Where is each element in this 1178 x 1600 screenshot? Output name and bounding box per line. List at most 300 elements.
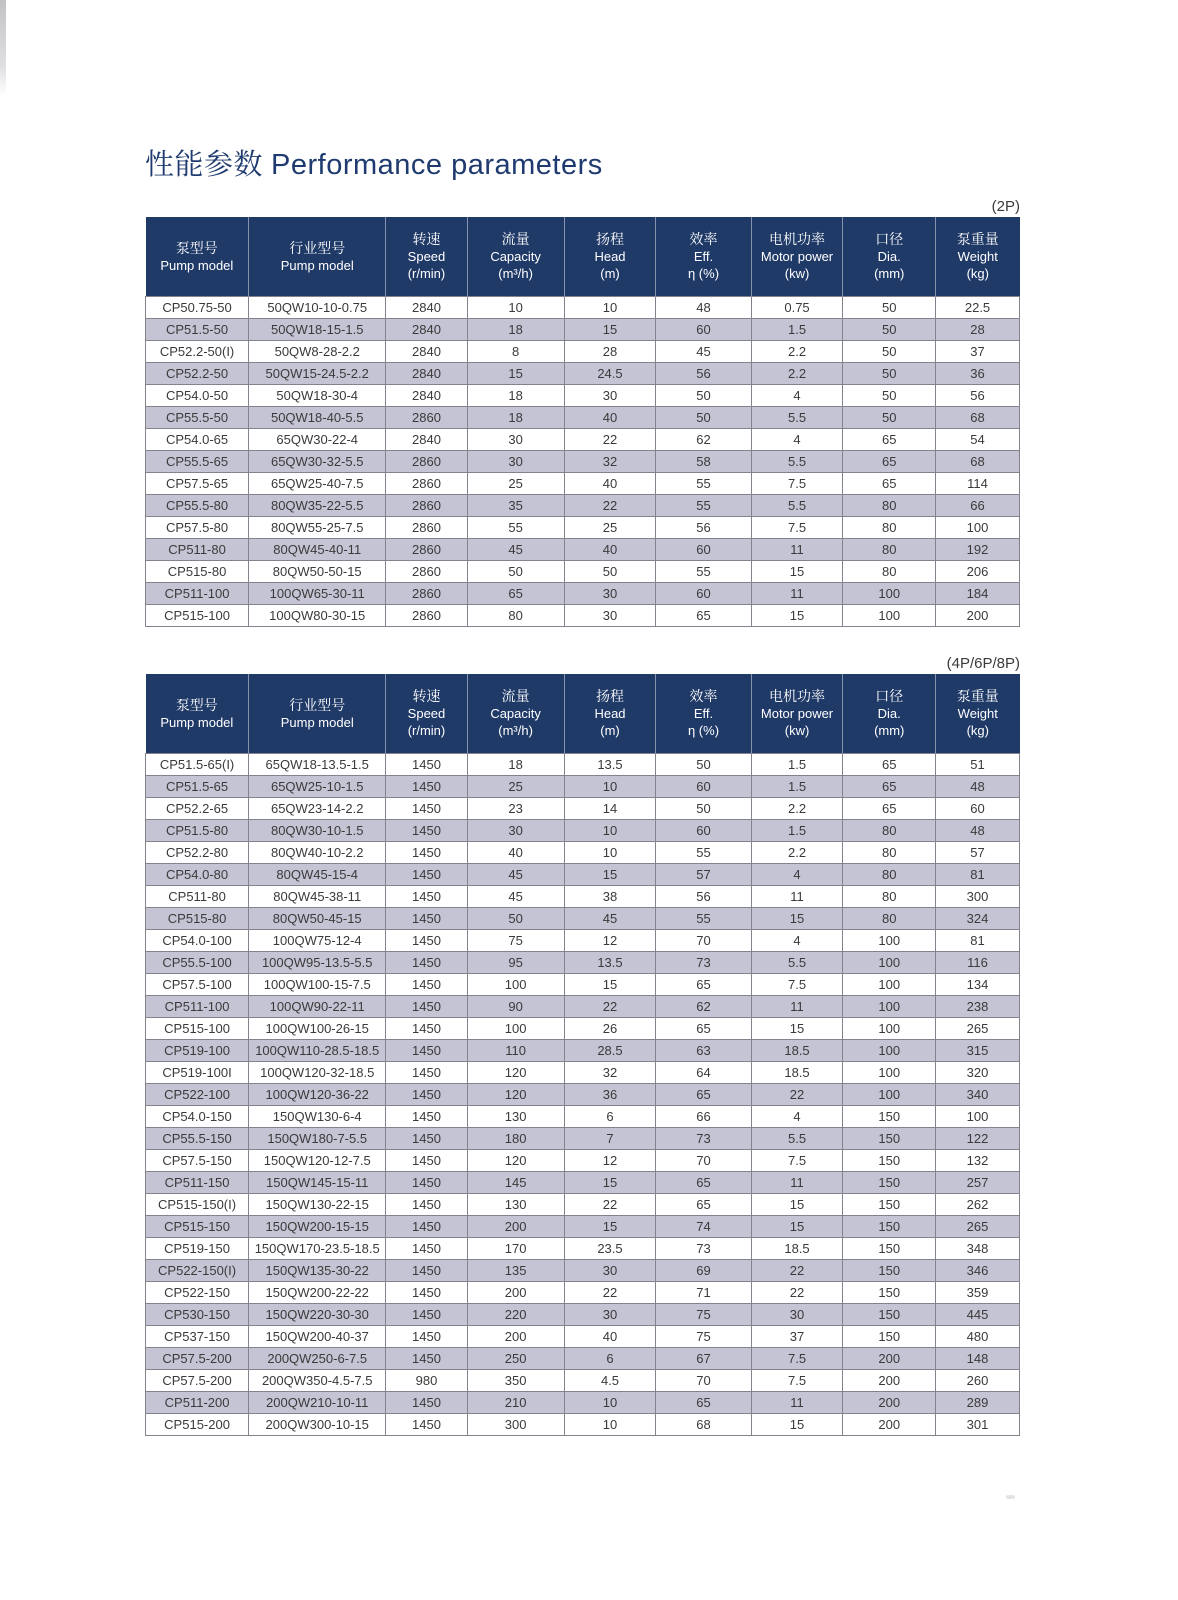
table-cell: 55	[467, 517, 564, 539]
table-cell: 100	[843, 1040, 936, 1062]
table-cell: CP52.2-80	[146, 842, 249, 864]
table-cell: 68	[936, 407, 1020, 429]
table-cell: 150QW200-15-15	[249, 1216, 386, 1238]
header-row	[146, 674, 1020, 754]
table-cell: 2840	[386, 385, 467, 407]
table-cell: 150	[843, 1304, 936, 1326]
table-cell: 10	[564, 297, 656, 319]
table-cell: 60	[656, 776, 751, 798]
table-cell: 55	[656, 561, 751, 583]
table-cell: CP51.5-65(I)	[146, 754, 249, 776]
table-cell: 26	[564, 1018, 656, 1040]
table-row	[146, 1260, 1020, 1282]
table-cell: 2.2	[751, 341, 843, 363]
table-cell: 150	[843, 1128, 936, 1150]
table-cell: 24.5	[564, 363, 656, 385]
table-row	[146, 407, 1020, 429]
table-cell: 80QW45-15-4	[249, 864, 386, 886]
table-cell: 7.5	[751, 473, 843, 495]
page-content	[145, 142, 1020, 1436]
table-row	[146, 1282, 1020, 1304]
table-cell: 80	[467, 605, 564, 627]
table-cell: 65QW30-32-5.5	[249, 451, 386, 473]
table-cell: CP522-150	[146, 1282, 249, 1304]
table-cell: 50	[656, 798, 751, 820]
table-cell: CP515-150	[146, 1216, 249, 1238]
table-cell: 6	[564, 1106, 656, 1128]
table-cell: 206	[936, 561, 1020, 583]
table-row	[146, 1304, 1020, 1326]
table-cell: CP55.5-50	[146, 407, 249, 429]
table-cell: 70	[656, 1370, 751, 1392]
table-cell: 300	[936, 886, 1020, 908]
table-cell: 30	[467, 451, 564, 473]
table-cell: CP54.0-65	[146, 429, 249, 451]
table-cell: 50	[843, 319, 936, 341]
table-cell: 51	[936, 754, 1020, 776]
table-cell: 40	[564, 539, 656, 561]
table-cell: 200	[936, 605, 1020, 627]
table-cell: 4	[751, 930, 843, 952]
table-cell: 257	[936, 1172, 1020, 1194]
table-cell: 15	[564, 974, 656, 996]
table-cell: 2.2	[751, 842, 843, 864]
table-cell: 32	[564, 451, 656, 473]
table-cell: 1.5	[751, 820, 843, 842]
table-cell: CP52.2-50	[146, 363, 249, 385]
table-cell: CP515-80	[146, 561, 249, 583]
table-cell: 22.5	[936, 297, 1020, 319]
table-cell: 65	[656, 974, 751, 996]
table-cell: 56	[656, 363, 751, 385]
table-cell: CP515-200	[146, 1414, 249, 1436]
table-cell: 4	[751, 429, 843, 451]
table-row	[146, 1370, 1020, 1392]
table-row	[146, 495, 1020, 517]
column-header: 流量 Capacity (m³/h)	[467, 674, 564, 754]
table-cell: 1450	[386, 1326, 467, 1348]
table-cell: 150QW135-30-22	[249, 1260, 386, 1282]
table-row	[146, 1326, 1020, 1348]
table-cell: 150	[843, 1260, 936, 1282]
table-cell: 2860	[386, 605, 467, 627]
table-row	[146, 1348, 1020, 1370]
table-row	[146, 820, 1020, 842]
performance-table-2p	[145, 217, 1020, 627]
table-cell: 18	[467, 407, 564, 429]
table-cell: 1450	[386, 1084, 467, 1106]
table-cell: 80	[843, 820, 936, 842]
table-cell: 73	[656, 952, 751, 974]
table-cell: 12	[564, 930, 656, 952]
column-header: 行业型号 Pump model	[249, 674, 386, 754]
table-cell: 68	[656, 1414, 751, 1436]
table-cell: 7.5	[751, 974, 843, 996]
table-cell: 250	[467, 1348, 564, 1370]
table-row	[146, 1150, 1020, 1172]
table-cell: 62	[656, 996, 751, 1018]
table-cell: 2840	[386, 319, 467, 341]
table-cell: 150QW220-30-30	[249, 1304, 386, 1326]
table-cell: 80	[843, 886, 936, 908]
table-cell: 95	[467, 952, 564, 974]
table-cell: 45	[656, 341, 751, 363]
table-row	[146, 908, 1020, 930]
table-row	[146, 974, 1020, 996]
table-row	[146, 473, 1020, 495]
table-cell: 30	[467, 820, 564, 842]
table-cell: 300	[467, 1414, 564, 1436]
table-cell: 60	[656, 539, 751, 561]
table-cell: 22	[564, 429, 656, 451]
table-cell: 150QW130-22-15	[249, 1194, 386, 1216]
table-cell: 22	[564, 996, 656, 1018]
table-cell: 348	[936, 1238, 1020, 1260]
table-cell: 30	[564, 385, 656, 407]
table-row	[146, 842, 1020, 864]
table-cell: 22	[751, 1084, 843, 1106]
table-row	[146, 930, 1020, 952]
table-cell: 57	[936, 842, 1020, 864]
table-cell: 7.5	[751, 1370, 843, 1392]
table-cell: CP515-80	[146, 908, 249, 930]
table-cell: 12	[564, 1150, 656, 1172]
table-cell: 60	[656, 319, 751, 341]
table-cell: CP54.0-150	[146, 1106, 249, 1128]
table-cell: 1450	[386, 1040, 467, 1062]
table-row	[146, 341, 1020, 363]
table-cell: CP57.5-150	[146, 1150, 249, 1172]
table-cell: 6	[564, 1348, 656, 1370]
table-cell: 50	[656, 385, 751, 407]
table-cell: 2860	[386, 583, 467, 605]
table-cell: 320	[936, 1062, 1020, 1084]
table-cell: 48	[936, 820, 1020, 842]
table-row	[146, 1194, 1020, 1216]
table-cell: 116	[936, 952, 1020, 974]
table-cell: 18	[467, 385, 564, 407]
table-cell: 122	[936, 1128, 1020, 1150]
table-cell: 324	[936, 908, 1020, 930]
table-cell: 265	[936, 1216, 1020, 1238]
table-cell: 100	[843, 952, 936, 974]
table-row	[146, 319, 1020, 341]
table-cell: 75	[656, 1304, 751, 1326]
table-row	[146, 605, 1020, 627]
table-cell: 200QW300-10-15	[249, 1414, 386, 1436]
table-cell: 200	[467, 1282, 564, 1304]
table-cell: 220	[467, 1304, 564, 1326]
table-cell: 100	[843, 1062, 936, 1084]
table-cell: 2840	[386, 341, 467, 363]
table-cell: 120	[467, 1062, 564, 1084]
table-cell: 65	[843, 754, 936, 776]
table-cell: 1450	[386, 1282, 467, 1304]
table-cell: CP55.5-65	[146, 451, 249, 473]
table-cell: 262	[936, 1194, 1020, 1216]
table-cell: 50	[843, 385, 936, 407]
table-cell: 1450	[386, 776, 467, 798]
table-cell: CP537-150	[146, 1326, 249, 1348]
table-cell: 65	[843, 451, 936, 473]
table-cell: 62	[656, 429, 751, 451]
table-cell: CP511-200	[146, 1392, 249, 1414]
table-cell: 150	[843, 1238, 936, 1260]
table-cell: 350	[467, 1370, 564, 1392]
table-cell: 65	[843, 776, 936, 798]
table-cell: 18	[467, 319, 564, 341]
column-header: 泵重量 Weight (kg)	[936, 217, 1020, 297]
table-cell: 4.5	[564, 1370, 656, 1392]
table-cell: 30	[467, 429, 564, 451]
table-cell: 2840	[386, 297, 467, 319]
table-tag-2p: (2P)	[991, 198, 1020, 215]
table-cell: 2860	[386, 451, 467, 473]
column-header: 转速 Speed (r/min)	[386, 674, 467, 754]
table-cell: CP57.5-200	[146, 1370, 249, 1392]
table-cell: 1.5	[751, 776, 843, 798]
table-cell: 50	[843, 407, 936, 429]
table-cell: 2860	[386, 517, 467, 539]
table-cell: 150	[843, 1282, 936, 1304]
table-cell: 25	[467, 776, 564, 798]
table-cell: 80QW35-22-5.5	[249, 495, 386, 517]
table-cell: 150	[843, 1150, 936, 1172]
table-row	[146, 561, 1020, 583]
column-header: 电机功率 Motor power (kw)	[751, 674, 843, 754]
table-cell: 11	[751, 886, 843, 908]
table-row	[146, 1062, 1020, 1084]
table-cell: 70	[656, 930, 751, 952]
table-cell: 48	[656, 297, 751, 319]
table-cell: CP52.2-50(I)	[146, 341, 249, 363]
column-header: 流量 Capacity (m³/h)	[467, 217, 564, 297]
table-cell: 30	[564, 605, 656, 627]
table-cell: CP511-100	[146, 583, 249, 605]
table-cell: 4	[751, 864, 843, 886]
table-cell: 63	[656, 1040, 751, 1062]
table-row	[146, 451, 1020, 473]
table-row	[146, 1128, 1020, 1150]
table-cell: 150QW130-6-4	[249, 1106, 386, 1128]
table-cell: 10	[564, 1392, 656, 1414]
table-cell: CP519-100I	[146, 1062, 249, 1084]
table-cell: 28.5	[564, 1040, 656, 1062]
table-cell: 7.5	[751, 1348, 843, 1370]
table-cell: 260	[936, 1370, 1020, 1392]
table-row	[146, 1172, 1020, 1194]
table-cell: 4	[751, 385, 843, 407]
table-cell: 100	[843, 1018, 936, 1040]
table-cell: 100	[936, 517, 1020, 539]
table-cell: 28	[936, 319, 1020, 341]
table-cell: 14	[564, 798, 656, 820]
table-cell: 56	[656, 886, 751, 908]
table-cell: 65	[656, 1194, 751, 1216]
column-header: 口径 Dia. (mm)	[843, 674, 936, 754]
table-cell: 100QW75-12-4	[249, 930, 386, 952]
table-row	[146, 798, 1020, 820]
table-cell: 150	[843, 1326, 936, 1348]
table-cell: 301	[936, 1414, 1020, 1436]
table-row	[146, 864, 1020, 886]
table-cell: CP52.2-65	[146, 798, 249, 820]
table-cell: 10	[564, 842, 656, 864]
table-cell: 150	[843, 1106, 936, 1128]
table-cell: 22	[751, 1282, 843, 1304]
table-cell: 22	[564, 1194, 656, 1216]
table-tag-4p6p8p: (4P/6P/8P)	[946, 655, 1020, 672]
table-cell: 315	[936, 1040, 1020, 1062]
table-cell: 90	[467, 996, 564, 1018]
table-cell: 50	[656, 754, 751, 776]
table-cell: 15	[751, 1216, 843, 1238]
table-cell: 80QW40-10-2.2	[249, 842, 386, 864]
table-row	[146, 952, 1020, 974]
table-cell: 18.5	[751, 1040, 843, 1062]
table-row	[146, 1040, 1020, 1062]
table-row	[146, 1106, 1020, 1128]
table-cell: 15	[751, 1414, 843, 1436]
table-row	[146, 754, 1020, 776]
table-cell: CP519-100	[146, 1040, 249, 1062]
table-cell: 55	[656, 473, 751, 495]
table-cell: 1450	[386, 1128, 467, 1150]
table-cell: 150	[843, 1216, 936, 1238]
table-cell: 134	[936, 974, 1020, 996]
table-cell: 30	[564, 1304, 656, 1326]
table-cell: 100QW90-22-11	[249, 996, 386, 1018]
column-header: 扬程 Head (m)	[564, 674, 656, 754]
table-cell: CP511-100	[146, 996, 249, 1018]
table-cell: 25	[564, 517, 656, 539]
table-cell: 45	[467, 864, 564, 886]
table-cell: 120	[467, 1150, 564, 1172]
table-cell: CP54.0-100	[146, 930, 249, 952]
table-cell: 445	[936, 1304, 1020, 1326]
table-cell: 100QW80-30-15	[249, 605, 386, 627]
table-cell: 56	[656, 517, 751, 539]
table-cell: 50QW18-30-4	[249, 385, 386, 407]
table-cell: 30	[564, 583, 656, 605]
table-cell: 1450	[386, 996, 467, 1018]
table-cell: 65QW18-13.5-1.5	[249, 754, 386, 776]
table-cell: 2.2	[751, 363, 843, 385]
table-row	[146, 517, 1020, 539]
table-cell: 50	[843, 341, 936, 363]
table-cell: 15	[751, 561, 843, 583]
table-cell: CP50.75-50	[146, 297, 249, 319]
table-cell: 8	[467, 341, 564, 363]
table-cell: 65QW25-40-7.5	[249, 473, 386, 495]
table-cell: 11	[751, 1392, 843, 1414]
table-cell: CP55.5-100	[146, 952, 249, 974]
table-cell: 1450	[386, 952, 467, 974]
table-cell: 150QW170-23.5-18.5	[249, 1238, 386, 1260]
table-cell: 1450	[386, 842, 467, 864]
table-cell: CP54.0-50	[146, 385, 249, 407]
table-cell: 30	[751, 1304, 843, 1326]
table-cell: 2840	[386, 429, 467, 451]
table-cell: 65	[656, 1392, 751, 1414]
table-cell: 50QW18-40-5.5	[249, 407, 386, 429]
table-cell: CP519-150	[146, 1238, 249, 1260]
table-cell: CP511-80	[146, 886, 249, 908]
table-cell: 64	[656, 1062, 751, 1084]
table-cell: 100	[843, 1084, 936, 1106]
table-cell: 30	[564, 1260, 656, 1282]
table-cell: 120	[467, 1084, 564, 1106]
table-cell: 80	[843, 864, 936, 886]
table-cell: 100	[843, 996, 936, 1018]
table-cell: 80QW30-10-1.5	[249, 820, 386, 842]
table-cell: 145	[467, 1172, 564, 1194]
table-cell: 100QW100-26-15	[249, 1018, 386, 1040]
table-row	[146, 1392, 1020, 1414]
page-title	[145, 142, 1020, 183]
table-cell: 80QW50-45-15	[249, 908, 386, 930]
table-cell: 38	[564, 886, 656, 908]
table-block-2p	[145, 198, 1020, 627]
table-cell: 100QW110-28.5-18.5	[249, 1040, 386, 1062]
table-row	[146, 363, 1020, 385]
table-cell: 73	[656, 1238, 751, 1260]
table-cell: 56	[936, 385, 1020, 407]
table-cell: 40	[564, 473, 656, 495]
table-cell: 7.5	[751, 1150, 843, 1172]
table-cell: 65	[656, 605, 751, 627]
table-cell: 1450	[386, 1216, 467, 1238]
table-cell: 40	[564, 407, 656, 429]
table-row	[146, 776, 1020, 798]
table-cell: 1450	[386, 1414, 467, 1436]
table-cell: 114	[936, 473, 1020, 495]
table-cell: 15	[467, 363, 564, 385]
table-cell: 150QW145-15-11	[249, 1172, 386, 1194]
table-cell: 15	[751, 1018, 843, 1040]
table-cell: 170	[467, 1238, 564, 1260]
table-cell: 148	[936, 1348, 1020, 1370]
table-cell: 80QW45-40-11	[249, 539, 386, 561]
table-cell: 18	[467, 754, 564, 776]
table-cell: 200	[843, 1392, 936, 1414]
table-cell: 67	[656, 1348, 751, 1370]
table-cell: 10	[467, 297, 564, 319]
table-cell: 80	[843, 495, 936, 517]
table-cell: 1450	[386, 1260, 467, 1282]
table-cell: 1450	[386, 798, 467, 820]
table-cell: 1450	[386, 908, 467, 930]
table-cell: CP51.5-80	[146, 820, 249, 842]
table-cell: 359	[936, 1282, 1020, 1304]
table-cell: 13.5	[564, 952, 656, 974]
table-cell: CP511-80	[146, 539, 249, 561]
table-cell: 22	[564, 1282, 656, 1304]
page-title-en: Performance parameters	[271, 149, 603, 181]
faint-print-mark	[1006, 1495, 1015, 1499]
table-cell: 22	[564, 495, 656, 517]
table-cell: 980	[386, 1370, 467, 1392]
table-row	[146, 1018, 1020, 1040]
table-cell: 65	[843, 798, 936, 820]
table-cell: 54	[936, 429, 1020, 451]
table-cell: 200	[467, 1326, 564, 1348]
table-cell: 1450	[386, 754, 467, 776]
table-row	[146, 1084, 1020, 1106]
table-cell: 150QW200-22-22	[249, 1282, 386, 1304]
table-cell: CP57.5-80	[146, 517, 249, 539]
table-cell: 81	[936, 864, 1020, 886]
